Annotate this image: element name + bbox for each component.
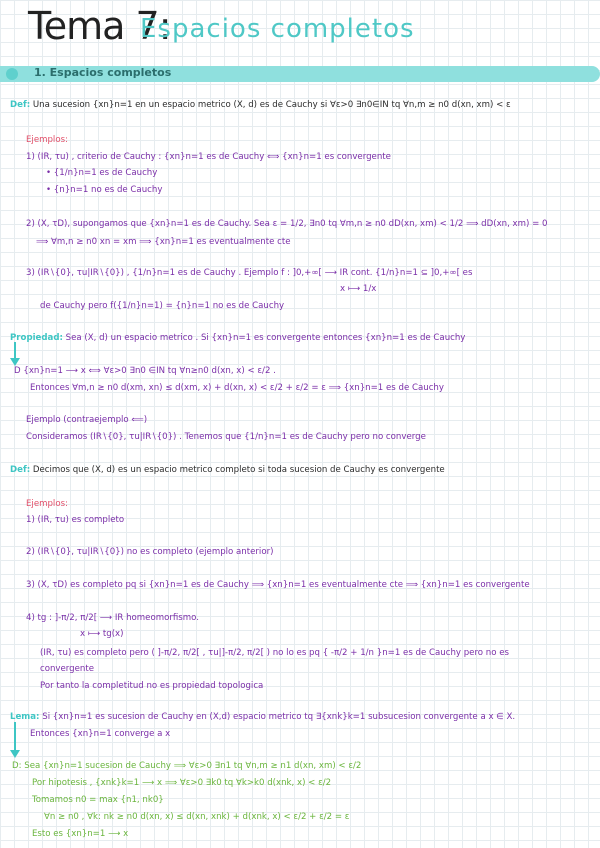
note-line — [26, 415, 147, 425]
note-text: Entonces {xn}n=1 converge a x — [30, 729, 171, 739]
note-line — [26, 152, 391, 162]
definition-tag: Def: — [10, 465, 31, 475]
note-line — [26, 219, 548, 229]
note-text: ⟹ ∀m,n ≥ n0 xn = xm ⟹ {xn}n=1 es eventualmente cte — [36, 237, 291, 247]
note-line — [32, 829, 128, 839]
note-line — [26, 135, 68, 145]
note-line — [46, 168, 157, 178]
definition-tag: Lema: — [10, 712, 40, 722]
note-line — [36, 237, 291, 247]
note-text: Una sucesion {xn}n=1 en un espacio metrico (X, d) es de Cauchy si ∀ε>0 ∃n0∈IN tq ∀n,m ≥ n0 d(xn, xm) < ε — [32, 100, 511, 110]
note-line — [26, 432, 426, 442]
note-line — [26, 547, 273, 557]
lemma-arrow-icon — [14, 722, 16, 752]
note-line — [26, 580, 530, 590]
note-text: 3) (IR∖{0}, τu|IR∖{0}) , {1/n}n=1 es de Cauchy . Ejemplo f : ]0,+∞[ ⟶ IR cont. {1/n}n=1 ⊆ ]0,+∞[ es — [26, 268, 473, 278]
note-text: x ⟼ 1/x — [340, 284, 377, 294]
note-text: x ⟼ tg(x) — [80, 629, 124, 639]
note-text: D: Sea {xn}n=1 sucesion de Cauchy ⟹ ∀ε>0 ∃n1 tq ∀n,m ≥ n1 d(xn, xm) < ε/2 — [12, 761, 362, 771]
note-text: D {xn}n=1 ⟶ x ⟺ ∀ε>0 ∃n0 ∈IN tq ∀n≥n0 d(xn, x) < ε/2 . — [14, 366, 276, 376]
note-text: Por tanto la completitud no es propiedad topologica — [40, 681, 264, 691]
note-text: (IR, τu) es completo pero ( ]-π/2, π/2[ , τu|]-π/2, π/2[ ) no lo es pq { -π/2 + 1/n }n=1 es de Cauchy pero no es — [40, 648, 509, 658]
note-text: Ejemplo (contraejemplo ⟸) — [26, 415, 148, 425]
note-line — [26, 268, 472, 278]
note-line — [40, 648, 509, 658]
note-text: Ejemplos: — [26, 499, 68, 509]
note-line — [10, 465, 445, 475]
lemma-arrow-head-icon — [10, 750, 20, 758]
note-text: • {1/n}n=1 es de Cauchy — [46, 168, 158, 178]
note-line — [26, 499, 68, 509]
note-text: Si {xn}n=1 es sucesion de Cauchy en (X,d) espacio metrico tq ∃{xnk}k=1 subsucesion convergente a x ∈ X. — [42, 712, 516, 722]
definition-tag: Propiedad: — [10, 333, 63, 343]
note-line — [10, 100, 511, 110]
note-text: Consideramos (IR∖{0}, τu|IR∖{0}) . Tenemos que {1/n}n=1 es de Cauchy pero no converge — [26, 432, 426, 442]
note-line — [40, 681, 263, 691]
note-text: 3) (X, τD) es completo pq si {xn}n=1 es de Cauchy ⟹ {xn}n=1 es eventualmente cte ⟹ {xn}n=1 es convergente — [26, 580, 530, 590]
note-line — [14, 366, 276, 376]
note-line — [40, 301, 284, 311]
note-line — [32, 778, 331, 788]
note-line — [30, 729, 170, 739]
note-line — [10, 712, 515, 722]
note-line — [12, 761, 361, 771]
note-text: Sea (X, d) un espacio metrico . Si {xn}n=1 es convergente entonces {xn}n=1 es de Cauchy — [65, 333, 466, 343]
note-text: 2) (X, τD), supongamos que {xn}n=1 es de Cauchy. Sea ε = 1/2, ∃n0 tq ∀m,n ≥ n0 dD(xn, xm) < 1/2 ⟹ dD(xn, xm) = 0 — [26, 219, 548, 229]
note-line — [46, 185, 162, 195]
note-text: ∀n ≥ n0 , ∀k: nk ≥ n0 d(xn, x) ≤ d(xn, xnk) + d(xnk, x) < ε/2 + ε/2 = ε — [44, 812, 350, 822]
note-text: • {n}n=1 no es de Cauchy — [46, 185, 163, 195]
note-text: 4) tg : ]-π/2, π/2[ ⟶ IR homeomorfismo. — [26, 613, 199, 623]
note-text: Decimos que (X, d) es un espacio metrico completo si toda sucesion de Cauchy es convergente — [32, 465, 445, 475]
note-line — [44, 812, 349, 822]
note-text: Ejemplos: — [26, 135, 68, 145]
note-text: Tomamos n0 = max {n1, nk0} — [32, 795, 164, 805]
section-bullet-icon — [6, 68, 18, 80]
note-line — [10, 333, 465, 343]
note-line — [32, 795, 164, 805]
note-line — [40, 664, 94, 674]
note-line — [26, 613, 199, 623]
note-line — [340, 284, 376, 294]
note-text: Por hipotesis , {xnk}k=1 ⟶ x ⟹ ∀ε>0 ∃k0 tq ∀k>k0 d(xnk, x) < ε/2 — [32, 778, 332, 788]
page-title: Tema 7: — [28, 4, 171, 48]
note-text: Esto es {xn}n=1 ⟶ x — [32, 829, 129, 839]
page-subtitle: Espacios completos — [140, 14, 415, 44]
note-text: 1) (IR, τu) es completo — [26, 515, 125, 525]
note-text: convergente — [40, 664, 95, 674]
section-heading: 1. Espacios completos — [34, 66, 172, 79]
proof-arrow-head-icon — [10, 358, 20, 366]
note-line — [26, 515, 124, 525]
definition-tag: Def: — [10, 100, 31, 110]
note-line — [80, 629, 124, 639]
note-text: de Cauchy pero f({1/n}n=1) = {n}n=1 no es de Cauchy — [40, 301, 285, 311]
note-line — [30, 383, 444, 393]
note-text: 2) (IR∖{0}, τu|IR∖{0}) no es completo (ejemplo anterior) — [26, 547, 274, 557]
note-text: 1) (IR, τu) , criterio de Cauchy : {xn}n=1 es de Cauchy ⟺ {xn}n=1 es convergente — [26, 152, 391, 162]
note-text: Entonces ∀m,n ≥ n0 d(xm, xn) ≤ d(xm, x) + d(xn, x) < ε/2 + ε/2 = ε ⟹ {xn}n=1 es de Cauchy — [30, 383, 444, 393]
